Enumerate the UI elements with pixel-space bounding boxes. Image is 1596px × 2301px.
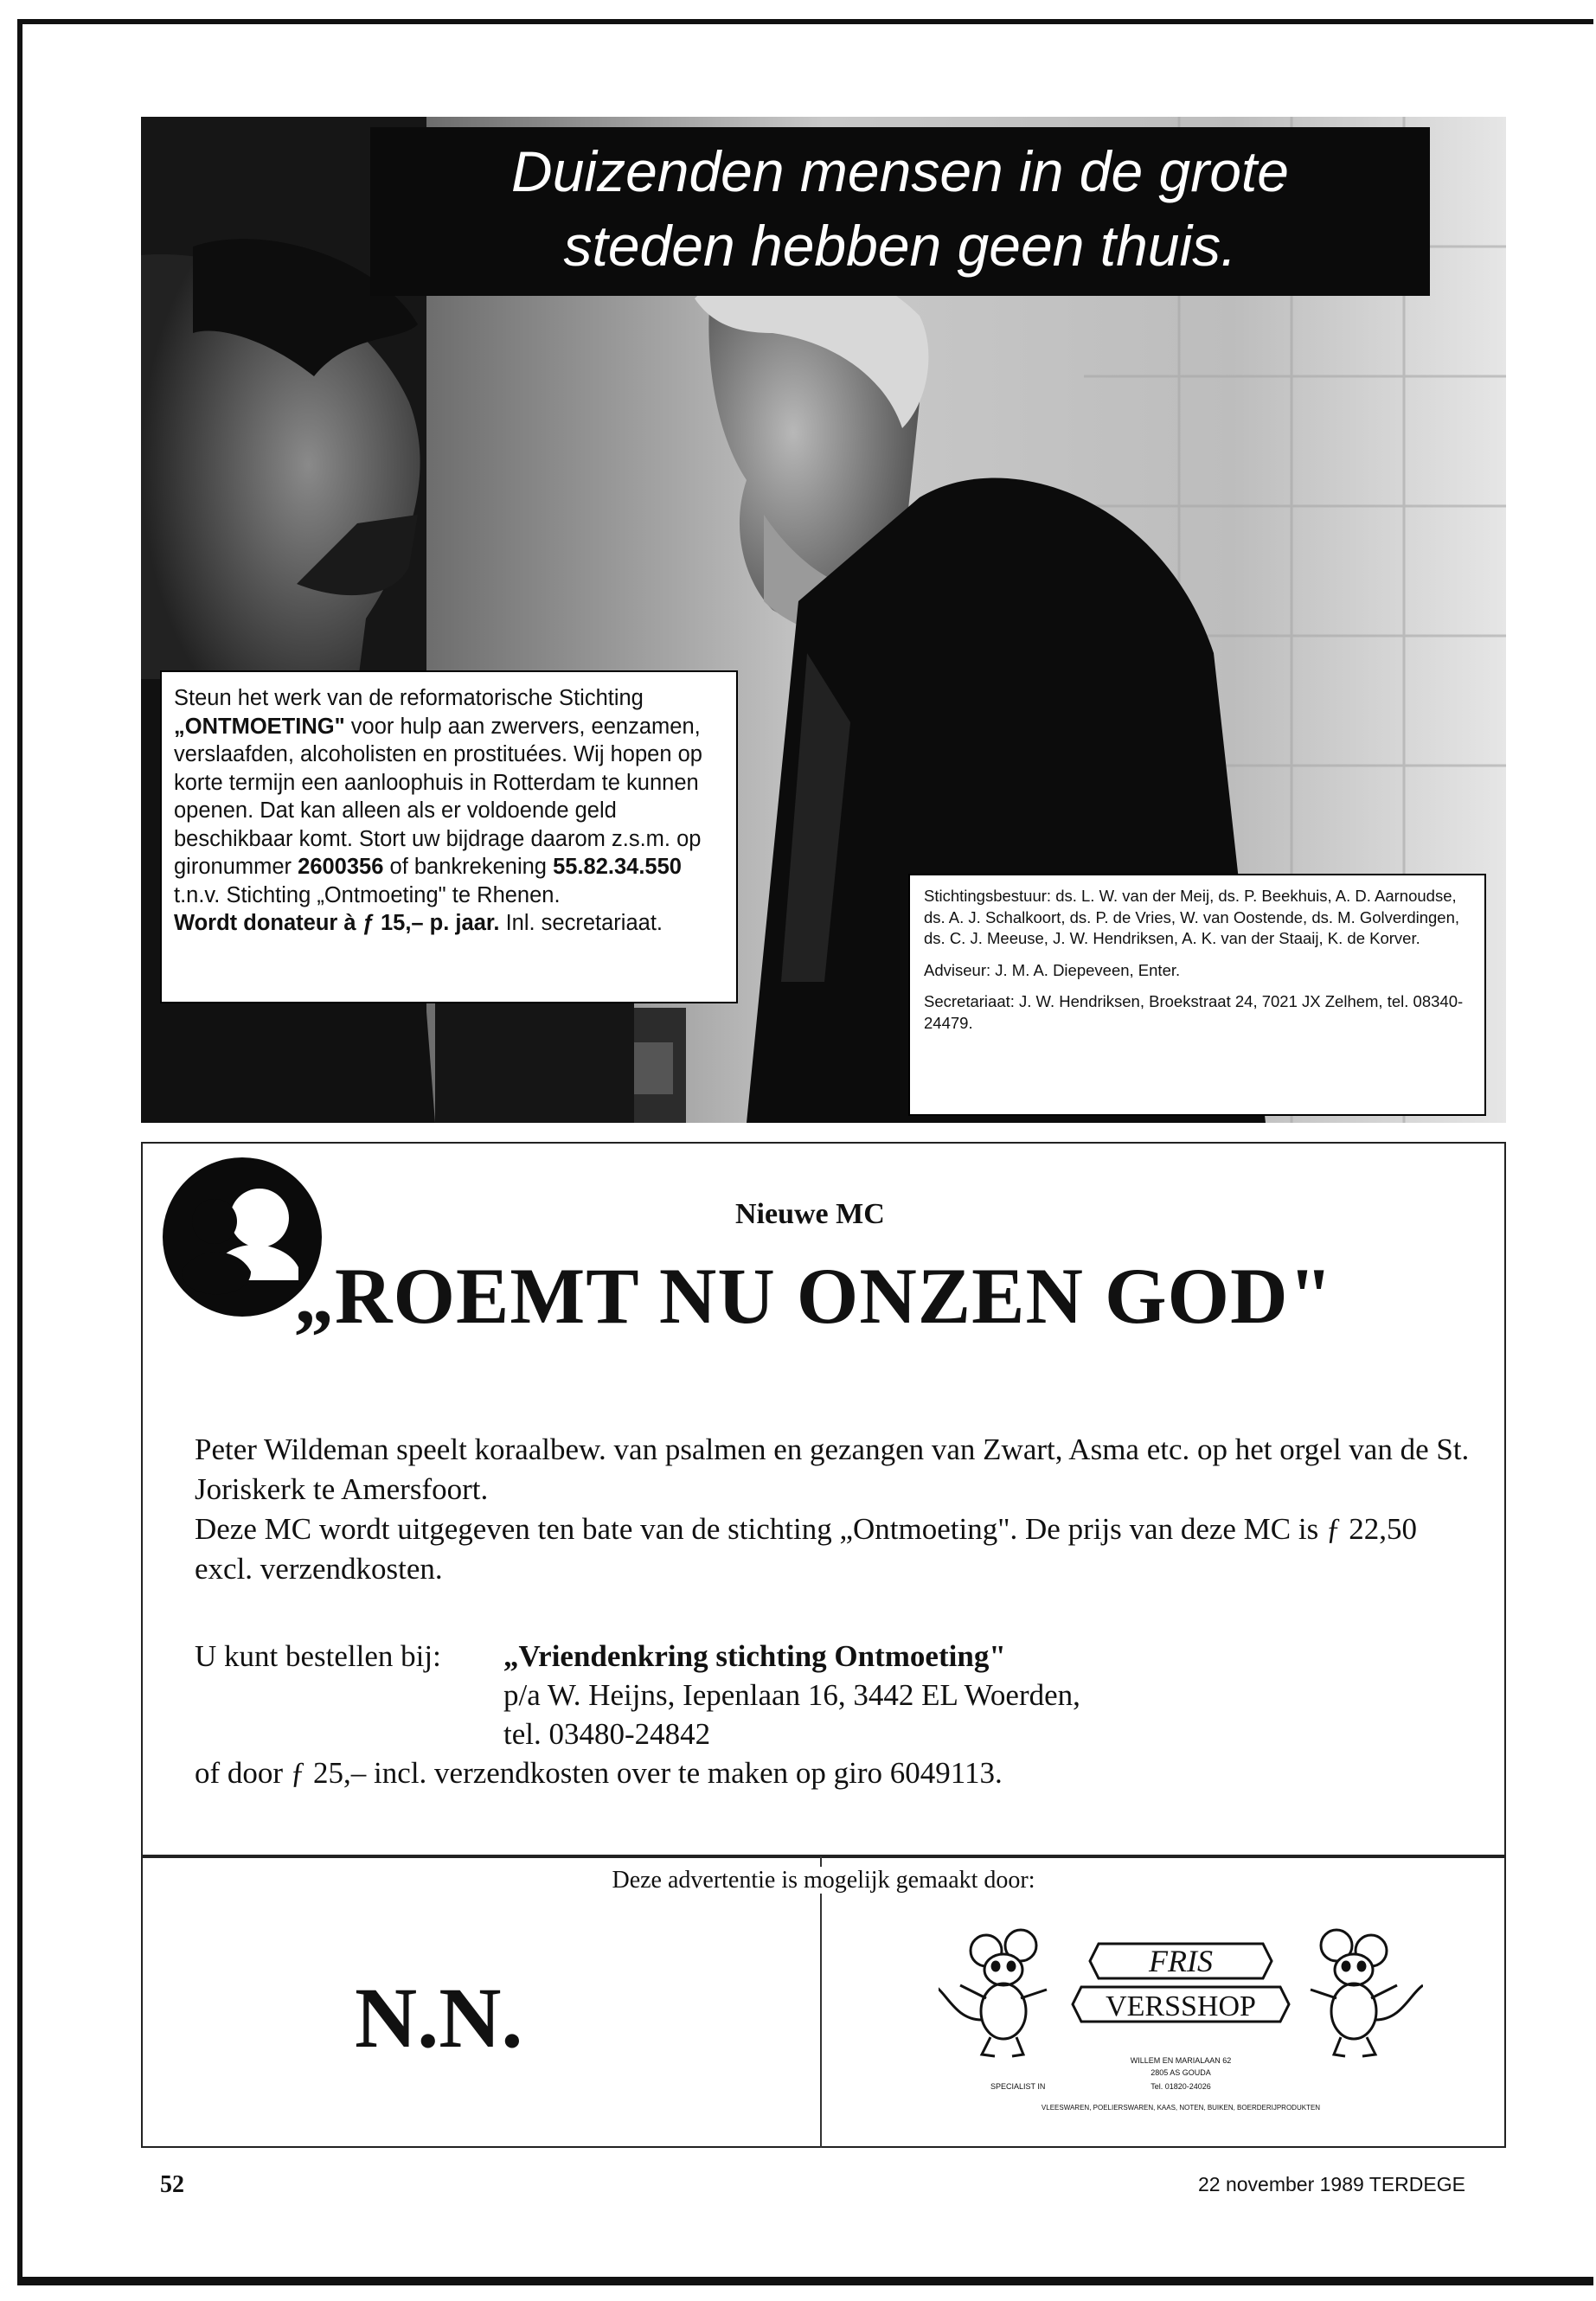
page-number: 52 (160, 2171, 184, 2198)
order-giro: of door ƒ 25,– incl. verzendkosten over te maken op giro 6049113. (195, 1756, 1003, 1790)
fris-address-1: WILLEM EN MARIALAAN 62 (1130, 2056, 1232, 2065)
mouse-left-icon (939, 1930, 1047, 2056)
sponsor-title (141, 1867, 1506, 1894)
support-text-5: Inl. secretariaat. (499, 911, 663, 935)
mc-body-1: Peter Wildeman speelt koraalbew. van psalmen en gezangen van Zwart, Asma etc. op het orgel van de St. Joriskerk te Amersfoort. (195, 1433, 1470, 1506)
donor-call: Wordt donateur à ƒ 15,– p. jaar. (174, 911, 500, 935)
issue-date: 22 november 1989 TERDEGE (1198, 2173, 1465, 2195)
support-text-4: t.n.v. Stichting „Ontmoeting" te Rhenen. (174, 882, 561, 907)
support-text-box (160, 670, 738, 1003)
foundation-name: „ONTMOETING" (174, 714, 345, 739)
fris-line-1: FRIS (1149, 1944, 1213, 1978)
order-tel: tel. 03480-24842 (503, 1717, 711, 1751)
page-frame-left (17, 19, 22, 2285)
order-label: U kunt bestellen bij: (195, 1639, 441, 1673)
sponsor-nn: N.N. (355, 1970, 523, 2066)
sponsor-title-text: Deze advertentie is mogelijk gemaakt door: (606, 1867, 1040, 1894)
support-text-2: voor hulp aan zwervers, eenzamen, verslaafden, alcoholisten en prostituées. Wij hopen op korte termijn een aanloophuis in Rotterdam te kunnen openen. Dat kan alleen als er voldoende geld beschikbaar komt. Stort uw bijdrage daarom z.s.m. op gironummer (174, 714, 702, 879)
sponsor-divider (820, 1856, 822, 2148)
bank-account: 55.82.34.550 (553, 855, 682, 879)
photo-advertisement (141, 117, 1506, 1123)
secretariat: Secretariaat: J. W. Hendriksen, Broekstraat 24, 7021 JX Zelhem, tel. 08340-24479. (924, 992, 1464, 1032)
mc-kicker: Nieuwe MC (735, 1198, 885, 1230)
mc-description (195, 1430, 1475, 1589)
fris-specialist: SPECIALIST IN (990, 2082, 1046, 2091)
headline-line-1: Duizenden mensen in de grote (511, 139, 1289, 203)
mc-title: „ROEMT NU ONZEN GOD" (294, 1252, 1334, 1340)
headline-line-2: steden hebben geen thuis. (563, 214, 1237, 278)
headline (370, 134, 1430, 283)
page-frame-bottom (17, 2277, 1593, 2285)
fris-tel: Tel. 01820-24026 (1151, 2082, 1211, 2091)
mouse-right-icon (1311, 1930, 1423, 2056)
fris-versshop-logo (939, 1916, 1423, 2141)
page-frame-top (17, 19, 1593, 24)
board-info-box (908, 874, 1486, 1116)
board-members: Stichtingsbestuur: ds. L. W. van der Meij, ds. P. Beekhuis, A. D. Aarnoudse, ds. A. J. Schalkoort, ds. P. de Vries, W. van Oostende, ds. M. Golverdingen, ds. C. J. Meeuse, J. W. Hendriksen, A. K. van der Staaij, K. de Korver. (924, 887, 1460, 947)
mc-body-2: Deze MC wordt uitgegeven ten bate van de stichting „Ontmoeting". De prijs van deze MC is ƒ 22,50 excl. verzendkosten. (195, 1512, 1417, 1586)
support-text-1: Steun het werk van de reformatorische Stichting (174, 686, 644, 710)
support-text-3: of bankrekening (383, 855, 554, 879)
fris-products: VLEESWAREN, POELIERSWAREN, KAAS, NOTEN, BUIKEN, BOERDERIJPRODUKTEN (1041, 2104, 1321, 2112)
fris-address-2: 2805 AS GOUDA (1151, 2068, 1211, 2077)
order-address: p/a W. Heijns, Iepenlaan 16, 3442 EL Woerden, (503, 1678, 1080, 1712)
advisor: Adviseur: J. M. A. Diepeveen, Enter. (924, 960, 1181, 979)
headline-box (370, 127, 1430, 296)
fris-line-2: VERSSHOP (1106, 1990, 1256, 2022)
order-name: „Vriendenkring stichting Ontmoeting" (503, 1639, 1006, 1673)
giro-number: 2600356 (298, 855, 384, 879)
